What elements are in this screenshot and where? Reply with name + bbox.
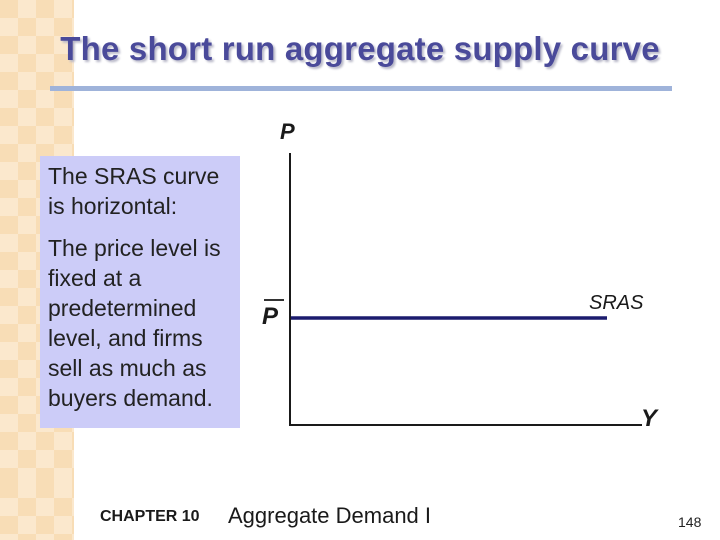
price-level-label xyxy=(262,303,278,331)
explanation-paragraph-2: The price level is fixed at a predetermined level, and firms sell as much as buyers demand. xyxy=(48,235,221,411)
footer-chapter-title: Aggregate Demand I xyxy=(228,503,432,528)
vertical-axis-label: P xyxy=(280,119,295,144)
horizontal-axis-label: Y xyxy=(641,405,658,432)
price-level-text: P xyxy=(262,303,279,330)
explanation-paragraph-1: The SRAS curve is horizontal: xyxy=(48,163,220,219)
slide-title: The short run aggregate supply curve xyxy=(60,30,660,67)
sras-curve-label: SRAS xyxy=(589,292,644,314)
overbar xyxy=(264,299,284,301)
page-number: 148 xyxy=(678,514,702,530)
footer-chapter: CHAPTER 10 xyxy=(100,508,200,525)
